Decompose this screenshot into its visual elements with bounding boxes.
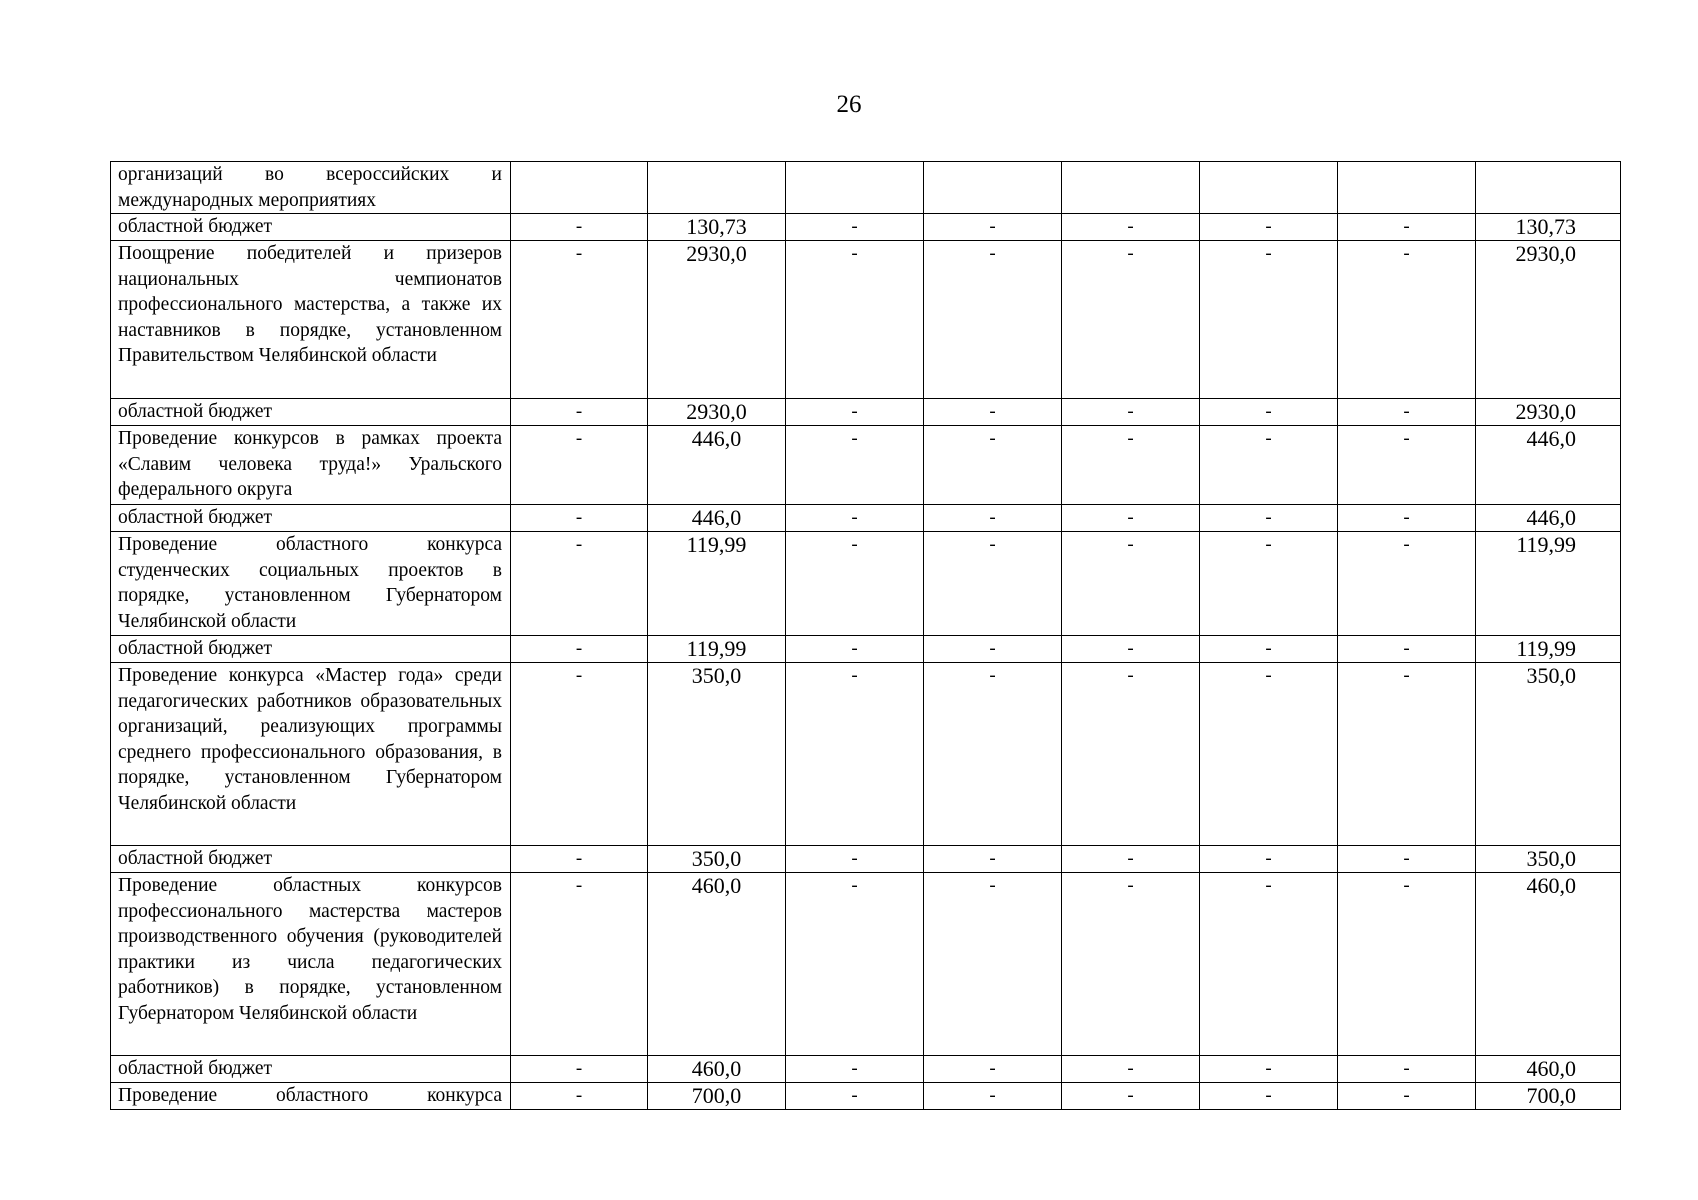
year-cell: 2930,0 bbox=[648, 399, 786, 426]
year-cell: 350,0 bbox=[648, 846, 786, 873]
year-cell: - bbox=[1338, 505, 1476, 532]
year-cell: - bbox=[1062, 426, 1200, 505]
row-description: областной бюджет bbox=[111, 1056, 511, 1083]
row-description: Поощрение победителей и призеров национальных чемпионатов профессионального мастерства, а также их наставников в порядке, установленном Правительством Челябинской области bbox=[111, 241, 511, 399]
year-cell: - bbox=[1338, 873, 1476, 1056]
year-cell: - bbox=[1200, 399, 1338, 426]
row-description: областной бюджет bbox=[111, 636, 511, 663]
table-row bbox=[111, 846, 1621, 873]
year-cell bbox=[648, 162, 786, 214]
year-cell: - bbox=[511, 1056, 648, 1083]
year-cell: 700,0 bbox=[648, 1083, 786, 1110]
year-cell: - bbox=[1062, 532, 1200, 636]
row-description: Проведение конкурсов в рамках проекта «Славим человека труда!» Уральского федерального округа bbox=[111, 426, 511, 505]
year-cell: - bbox=[924, 532, 1062, 636]
year-cell: - bbox=[1200, 636, 1338, 663]
table-row bbox=[111, 214, 1621, 241]
year-cell: - bbox=[1338, 1083, 1476, 1110]
year-cell: - bbox=[511, 873, 648, 1056]
page-number: 26 bbox=[836, 91, 862, 118]
year-cell: - bbox=[1338, 214, 1476, 241]
year-cell: - bbox=[786, 1083, 924, 1110]
year-cell: - bbox=[1338, 532, 1476, 636]
year-cell: - bbox=[924, 214, 1062, 241]
year-cell: - bbox=[924, 1083, 1062, 1110]
year-cell: - bbox=[1338, 399, 1476, 426]
table-row bbox=[111, 399, 1621, 426]
year-cell: - bbox=[786, 636, 924, 663]
year-cell bbox=[786, 162, 924, 214]
year-cell: - bbox=[1338, 846, 1476, 873]
year-cell: - bbox=[786, 532, 924, 636]
year-cell: - bbox=[1062, 214, 1200, 241]
row-description: организаций во всероссийских и международных мероприятиях bbox=[111, 162, 511, 214]
year-cell bbox=[511, 162, 648, 214]
year-cell: - bbox=[1200, 1083, 1338, 1110]
table-row bbox=[111, 663, 1621, 846]
year-cell bbox=[1062, 162, 1200, 214]
total-cell: 350,0 bbox=[1476, 846, 1621, 873]
year-cell: 119,99 bbox=[648, 636, 786, 663]
year-cell: - bbox=[786, 663, 924, 846]
year-cell: - bbox=[1200, 426, 1338, 505]
year-cell: 350,0 bbox=[648, 663, 786, 846]
total-cell bbox=[1476, 162, 1621, 214]
year-cell: - bbox=[1338, 663, 1476, 846]
table-row bbox=[111, 873, 1621, 1056]
year-cell: 130,73 bbox=[648, 214, 786, 241]
year-cell: - bbox=[1062, 846, 1200, 873]
year-cell: - bbox=[1062, 1083, 1200, 1110]
year-cell: - bbox=[924, 846, 1062, 873]
year-cell: - bbox=[924, 505, 1062, 532]
year-cell: - bbox=[1200, 241, 1338, 399]
year-cell: - bbox=[786, 241, 924, 399]
table-body bbox=[111, 162, 1621, 1110]
table-row bbox=[111, 505, 1621, 532]
year-cell: - bbox=[1338, 1056, 1476, 1083]
year-cell: - bbox=[1062, 241, 1200, 399]
budget-table bbox=[110, 161, 1621, 1110]
table-row bbox=[111, 426, 1621, 505]
year-cell: 446,0 bbox=[648, 426, 786, 505]
year-cell: - bbox=[786, 505, 924, 532]
table-row bbox=[111, 636, 1621, 663]
row-description: областной бюджет bbox=[111, 399, 511, 426]
total-cell: 700,0 bbox=[1476, 1083, 1621, 1110]
table-row bbox=[111, 162, 1621, 214]
total-cell: 350,0 bbox=[1476, 663, 1621, 846]
year-cell: - bbox=[1200, 1056, 1338, 1083]
total-cell: 119,99 bbox=[1476, 636, 1621, 663]
total-cell: 446,0 bbox=[1476, 505, 1621, 532]
year-cell: - bbox=[1200, 505, 1338, 532]
year-cell: - bbox=[1200, 873, 1338, 1056]
year-cell: - bbox=[786, 846, 924, 873]
table-row bbox=[111, 241, 1621, 399]
year-cell: - bbox=[1338, 636, 1476, 663]
table-row bbox=[111, 1056, 1621, 1083]
year-cell bbox=[924, 162, 1062, 214]
year-cell: - bbox=[1062, 399, 1200, 426]
year-cell: - bbox=[1062, 636, 1200, 663]
year-cell: - bbox=[511, 241, 648, 399]
year-cell: - bbox=[1338, 241, 1476, 399]
total-cell: 130,73 bbox=[1476, 214, 1621, 241]
year-cell: 460,0 bbox=[648, 873, 786, 1056]
total-cell: 460,0 bbox=[1476, 873, 1621, 1056]
year-cell: - bbox=[1062, 505, 1200, 532]
year-cell: - bbox=[511, 663, 648, 846]
year-cell: - bbox=[511, 426, 648, 505]
total-cell: 2930,0 bbox=[1476, 241, 1621, 399]
year-cell: - bbox=[1200, 846, 1338, 873]
row-description: Проведение конкурса «Мастер года» среди педагогических работников образовательных организаций, реализующих программы среднего профессионального образования, в порядке, установленном Губернатором Челябинской области bbox=[111, 663, 511, 846]
year-cell: - bbox=[1062, 873, 1200, 1056]
year-cell bbox=[1200, 162, 1338, 214]
row-description: Проведение областных конкурсов профессионального мастерства мастеров производственного обучения (руководителей практики из числа педагогических работников) в порядке, установленном Губернатором Челябинской области bbox=[111, 873, 511, 1056]
year-cell: - bbox=[786, 426, 924, 505]
year-cell: - bbox=[1200, 214, 1338, 241]
row-description: областной бюджет bbox=[111, 505, 511, 532]
year-cell: - bbox=[1200, 532, 1338, 636]
year-cell: - bbox=[511, 214, 648, 241]
year-cell: - bbox=[1062, 663, 1200, 846]
row-description: областной бюджет bbox=[111, 214, 511, 241]
year-cell: - bbox=[511, 505, 648, 532]
year-cell: - bbox=[924, 399, 1062, 426]
row-description: Проведение областного конкурса bbox=[111, 1083, 511, 1110]
year-cell: - bbox=[786, 214, 924, 241]
total-cell: 119,99 bbox=[1476, 532, 1621, 636]
year-cell: - bbox=[511, 846, 648, 873]
year-cell: - bbox=[786, 1056, 924, 1083]
year-cell: - bbox=[924, 1056, 1062, 1083]
year-cell: - bbox=[924, 873, 1062, 1056]
year-cell: 460,0 bbox=[648, 1056, 786, 1083]
year-cell bbox=[1338, 162, 1476, 214]
year-cell: - bbox=[924, 663, 1062, 846]
year-cell: - bbox=[511, 636, 648, 663]
row-description: Проведение областного конкурса студенческих социальных проектов в порядке, установленном Губернатором Челябинской области bbox=[111, 532, 511, 636]
year-cell: - bbox=[786, 399, 924, 426]
year-cell: 119,99 bbox=[648, 532, 786, 636]
year-cell: - bbox=[511, 532, 648, 636]
total-cell: 460,0 bbox=[1476, 1056, 1621, 1083]
table-row bbox=[111, 1083, 1621, 1110]
year-cell: 2930,0 bbox=[648, 241, 786, 399]
year-cell: - bbox=[924, 426, 1062, 505]
table-row bbox=[111, 532, 1621, 636]
year-cell: - bbox=[511, 1083, 648, 1110]
row-description: областной бюджет bbox=[111, 846, 511, 873]
year-cell: - bbox=[1338, 426, 1476, 505]
year-cell: - bbox=[1200, 663, 1338, 846]
year-cell: - bbox=[924, 636, 1062, 663]
year-cell: - bbox=[1062, 1056, 1200, 1083]
year-cell: - bbox=[924, 241, 1062, 399]
total-cell: 446,0 bbox=[1476, 426, 1621, 505]
year-cell: - bbox=[786, 873, 924, 1056]
year-cell: - bbox=[511, 399, 648, 426]
total-cell: 2930,0 bbox=[1476, 399, 1621, 426]
year-cell: 446,0 bbox=[648, 505, 786, 532]
